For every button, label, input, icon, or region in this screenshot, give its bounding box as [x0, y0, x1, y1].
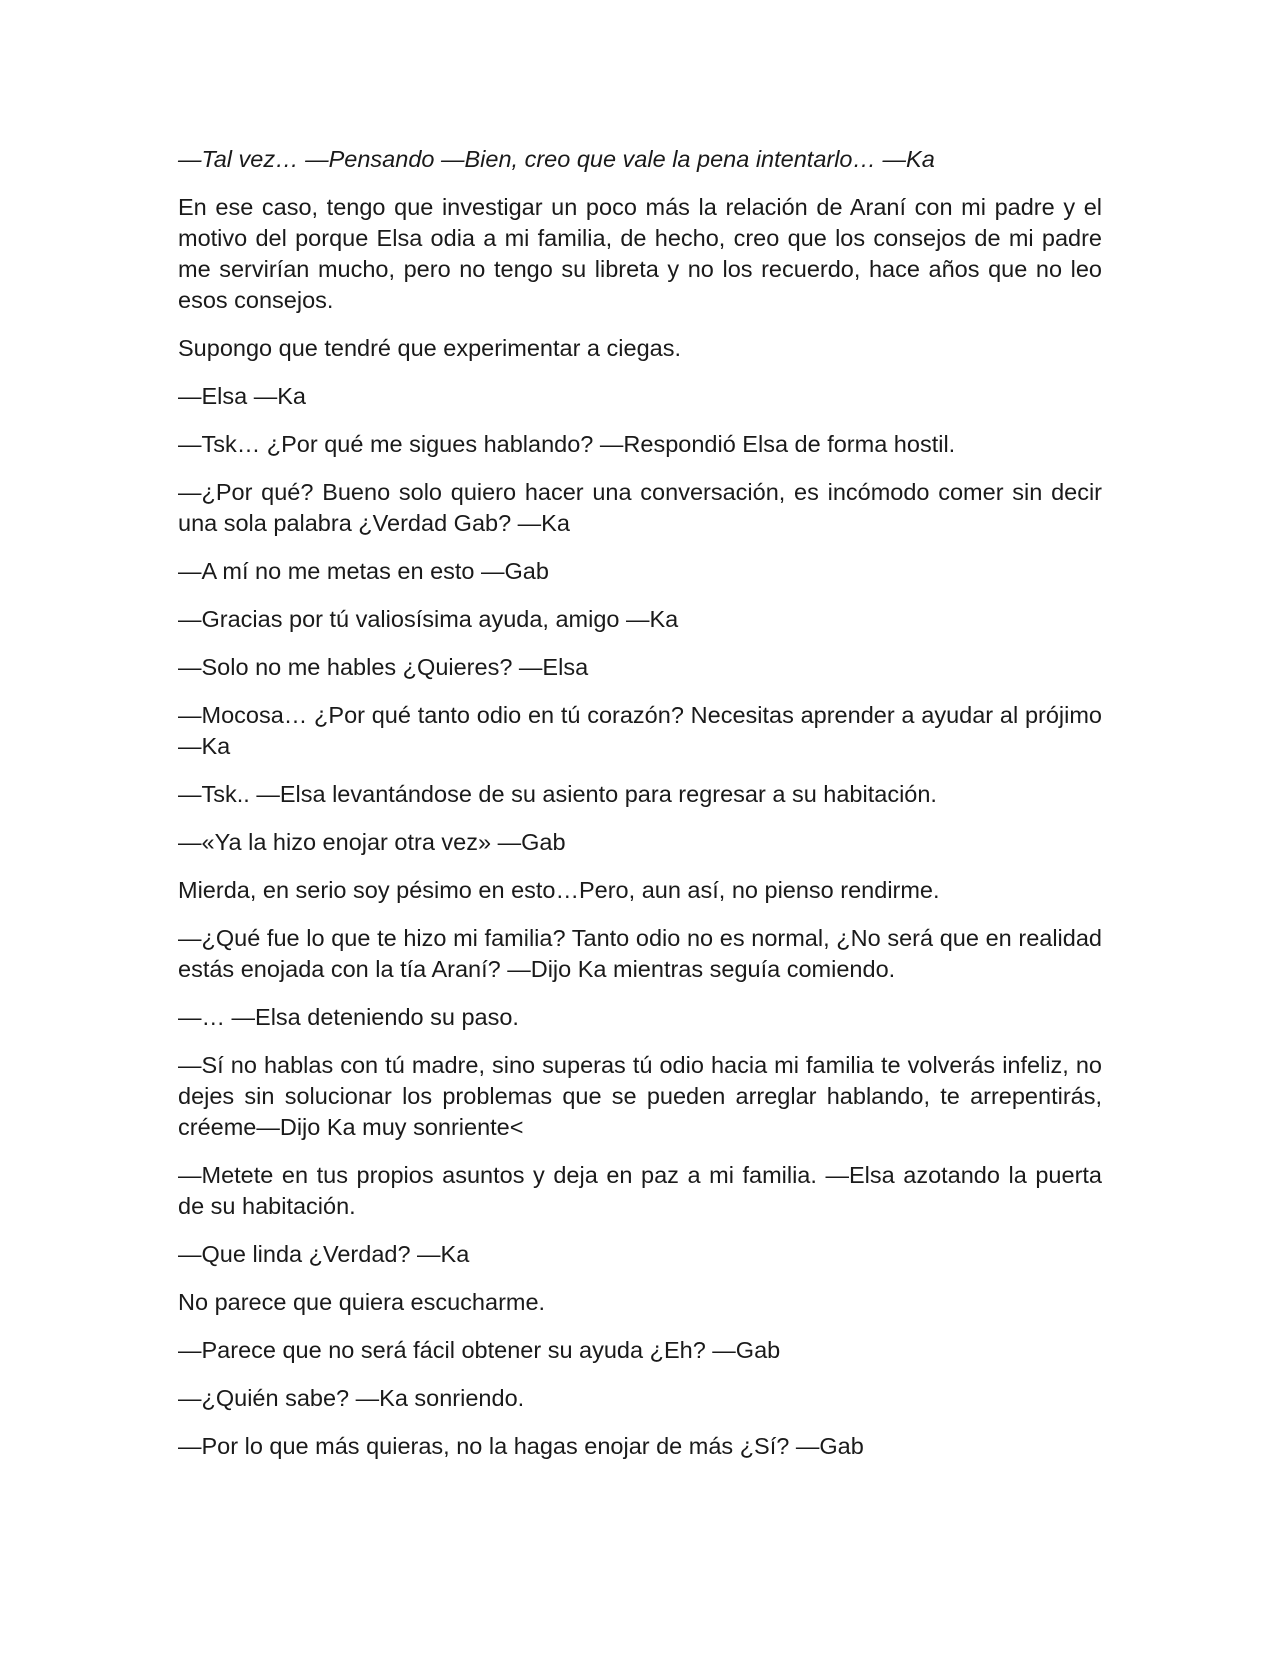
paragraph-6: —¿Por qué? Bueno solo quiero hacer una conversación, es incómodo comer sin decir una sola palabra ¿Verdad Gab? —Ka: [178, 479, 1102, 536]
paragraph-14: —¿Qué fue lo que te hizo mi familia? Tanto odio no es normal, ¿No será que en realidad estás enojada con la tía Araní? —Dijo Ka mientras seguía comiendo.: [178, 925, 1102, 982]
paragraph-16: —Sí no hablas con tú madre, sino superas tú odio hacia mi familia te volverás infeliz, no dejes sin solucionar los problemas que se pueden arreglar hablando, te arrepentirás, créeme—Dijo Ka muy sonriente<: [178, 1052, 1102, 1140]
paragraph-13: Mierda, en serio soy pésimo en esto…Pero, aun así, no pienso rendirme.: [178, 877, 940, 903]
paragraph-10: —Mocosa… ¿Por qué tanto odio en tú corazón? Necesitas aprender a ayudar al prójimo —Ka: [178, 702, 1102, 759]
paragraph-15: —… —Elsa deteniendo su paso.: [178, 1004, 519, 1030]
paragraph-11: —Tsk.. —Elsa levantándose de su asiento para regresar a su habitación.: [178, 781, 937, 807]
paragraph-1: —Tal vez… —Pensando —Bien, creo que vale la pena intentarlo… —Ka: [178, 146, 935, 172]
page-body: [178, 144, 1102, 1479]
paragraph-8: —Gracias por tú valiosísima ayuda, amigo —Ka: [178, 606, 679, 632]
paragraph-21: —¿Quién sabe? —Ka sonriendo.: [178, 1385, 525, 1411]
paragraph-5: —Tsk… ¿Por qué me sigues hablando? —Respondió Elsa de forma hostil.: [178, 431, 956, 457]
paragraph-2: En ese caso, tengo que investigar un poco más la relación de Araní con mi padre y el motivo del porque Elsa odia a mi familia, de hecho, creo que los consejos de mi padre me servirían mucho, pero no tengo su libreta y no los recuerdo, hace años que no leo esos consejos.: [178, 194, 1102, 313]
paragraph-4: —Elsa —Ka: [178, 383, 306, 409]
paragraph-18: —Que linda ¿Verdad? —Ka: [178, 1241, 470, 1267]
paragraph-17: —Metete en tus propios asuntos y deja en paz a mi familia. —Elsa azotando la puerta de su habitación.: [178, 1162, 1102, 1219]
paragraph-7: —A mí no me metas en esto —Gab: [178, 558, 549, 584]
paragraph-20: —Parece que no será fácil obtener su ayuda ¿Eh? —Gab: [178, 1337, 781, 1363]
paragraph-12: —«Ya la hizo enojar otra vez» —Gab: [178, 829, 566, 855]
paragraph-3: Supongo que tendré que experimentar a ciegas.: [178, 335, 681, 361]
paragraph-22: —Por lo que más quieras, no la hagas enojar de más ¿Sí? —Gab: [178, 1433, 864, 1459]
paragraph-9: —Solo no me hables ¿Quieres? —Elsa: [178, 654, 589, 680]
paragraph-19: No parece que quiera escucharme.: [178, 1289, 546, 1315]
